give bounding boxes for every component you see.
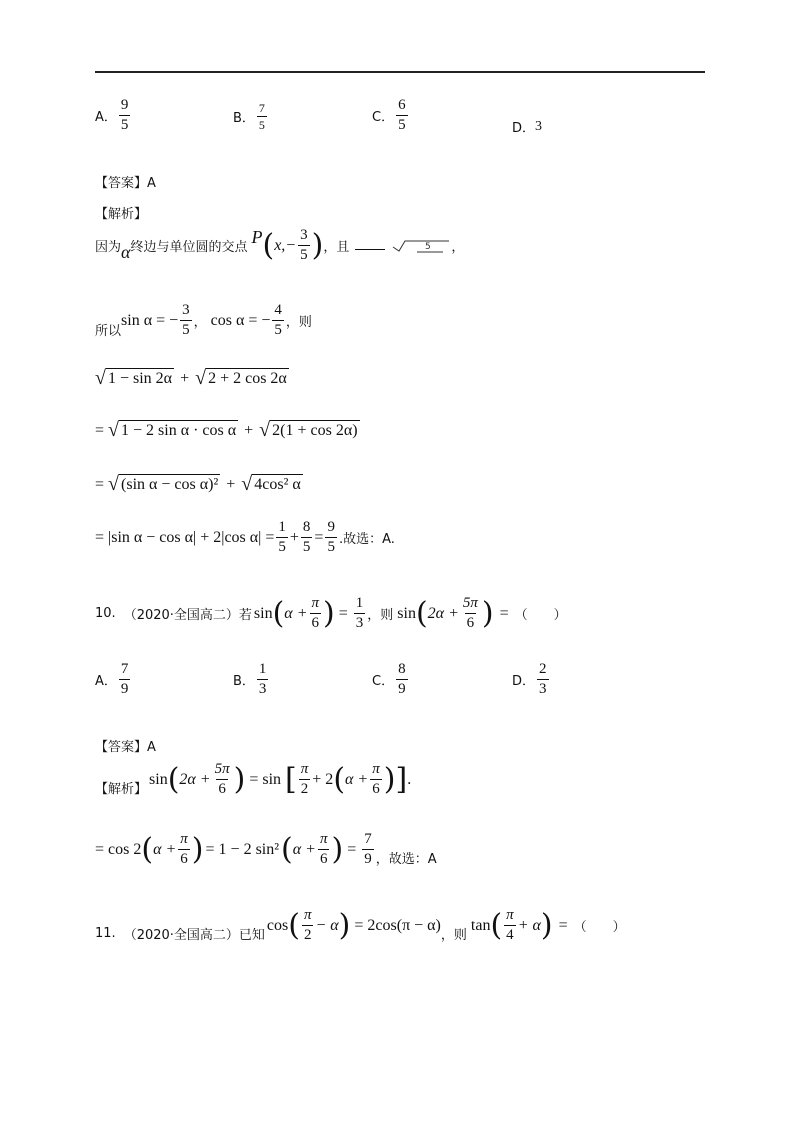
q10-option-d: D． $\frac{2}{3}$ — [512, 661, 547, 697]
q9-step1: √ 1 − sin 2α + √ 2 + 2 cos 2α — [95, 367, 287, 389]
blurred-sqrt-icon — [391, 237, 451, 255]
q9-analysis-line2: 所以 sin α = − $\frac{3}{5}$ ， cos α = − $\frac{4}{5}$ ，则 — [95, 302, 312, 339]
q9-option-d: D． 3 — [512, 118, 543, 136]
q9-option-a: A． $\frac{9}{5}$ — [95, 97, 129, 133]
q9-answer: 【答案】A — [95, 176, 156, 191]
header-rule — [95, 71, 705, 73]
q11-stem: 11. （2020·全国高二）已知 cos ( $\frac{\pi}{2}$ − α ) = 2cos(π − α) ，则 tan ( $\frac{\pi}{4}$ + α ) = （ ） — [95, 907, 626, 943]
fraction: $\frac{9}{5}$ — [120, 97, 129, 133]
fraction: $\frac{7}{5}$ — [258, 101, 265, 132]
q9-option-b: B． $\frac{7}{5}$ — [233, 101, 265, 132]
q10-analysis-line1: 【解析】 sin ( 2α + $\frac{5\pi}{6}$ ) = sin [ $\frac{\pi}{2}$ + 2 ( α + $\frac{\pi}{6}$ ) ] . — [95, 761, 412, 797]
fraction: $\frac{6}{5}$ — [398, 97, 406, 133]
q9-step2: = √ 1 − 2 sin α · cos α + √ 2(1 + cos 2α) — [95, 419, 358, 441]
svg-text:5: 5 — [425, 241, 432, 252]
q9-analysis-line1: 因为 α 终边与单位圆的交点 P ( x,− $\frac{3}{5}$ ) ，且 5 ， — [95, 227, 465, 263]
q10-option-b: B． $\frac{1}{3}$ — [233, 661, 267, 697]
q9-step3: = √ (sin α − cos α)² + √ 4cos² α — [95, 473, 301, 495]
q10-analysis-line2: = cos 2 ( α + $\frac{\pi}{6}$ ) = 1 − 2 sin² ( α + $\frac{\pi}{6}$ ) = $\frac{7}{9}$ ，故选：A — [95, 831, 437, 867]
q10-answer: 【答案】A — [95, 740, 156, 755]
q10-option-a: A． $\frac{7}{9}$ — [95, 661, 129, 697]
q10-option-c: C． $\frac{8}{9}$ — [372, 661, 406, 697]
q9-option-c: C． $\frac{6}{5}$ — [372, 97, 406, 133]
q9-step4: = |sin α − cos α| + 2|cos α| = $\frac{1}{5}$ + $\frac{8}{5}$ = $\frac{9}{5}$ .故选：A. — [95, 519, 395, 555]
q9-analysis-label: 【解析】 — [95, 207, 148, 222]
q10-stem: 10. （2020·全国高二）若 sin ( α + $\frac{\pi}{6}$ ) = $\frac{1}{3}$ ，则 sin ( 2α + $\frac{5\pi}{6}$ ) = （ ） — [95, 595, 567, 631]
